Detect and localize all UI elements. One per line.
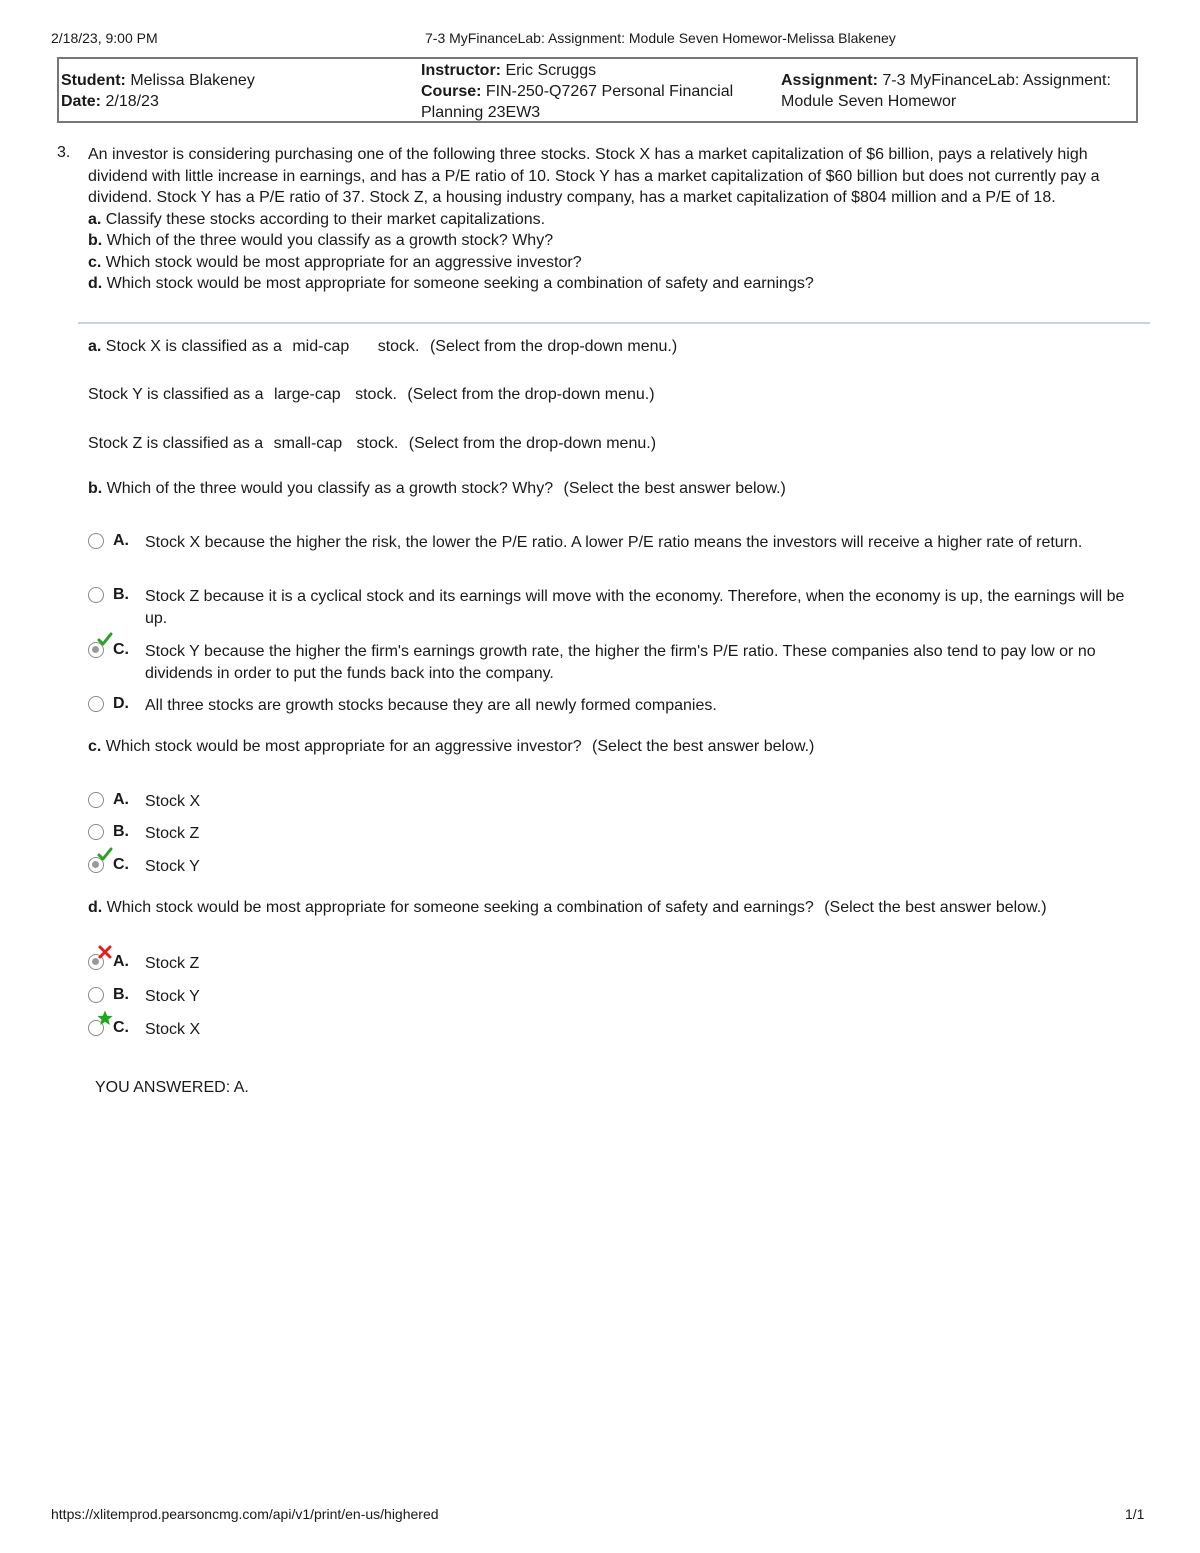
instructor-info: [421, 60, 773, 123]
option-text: Stock Z: [145, 825, 200, 842]
option-text: Stock X because the higher the risk, the lower the P/E ratio. A lower P/E ratio means the investors will receive a higher rate of return.: [145, 534, 1083, 551]
option-letter: C.: [113, 1019, 129, 1036]
assignment-info-box: [57, 57, 1138, 123]
part-letter: a.: [88, 210, 102, 228]
prompt-text: Which stock would be most appropriate for an aggressive investor?: [105, 738, 582, 755]
question-text: [88, 144, 1138, 295]
footer-url: https://xlitemprod.pearsoncmg.com/api/v1/print/en-us/highered: [51, 1506, 439, 1522]
part-text: Which stock would be most appropriate for an aggressive investor?: [105, 253, 582, 271]
course-label: Course:: [421, 83, 482, 100]
part-text: Classify these stocks according to their market capitalizations.: [105, 210, 546, 228]
instructor-label: Instructor:: [421, 62, 501, 79]
part-text: Which stock would be most appropriate for someone seeking a combination of safety and earnings?: [106, 275, 814, 292]
instructor-name: Eric Scruggs: [505, 62, 597, 79]
option-letter: A.: [113, 791, 129, 808]
option-text: Stock X: [145, 793, 201, 810]
part-c-prompt: [88, 738, 814, 756]
stock-z-cap-dropdown[interactable]: small-cap: [273, 435, 343, 452]
hint-text: (Select the best answer below.): [563, 480, 786, 497]
answer-text: Stock Z is classified as a: [88, 435, 264, 452]
option-letter: B.: [113, 586, 129, 603]
option-text: Stock Y because the higher the firm's earnings growth rate, the higher the firm's P/E ratio. These companies also tend to pay low or no dividends in order to put the funds back into the company.: [145, 643, 1096, 682]
question-part-a: [88, 209, 1138, 231]
part-letter: d.: [88, 275, 103, 292]
correct-answer-star-icon: [97, 1010, 113, 1026]
hint-text: (Select from the drop-down menu.): [429, 338, 678, 355]
radio-button[interactable]: [88, 987, 104, 1003]
part-letter: d.: [88, 899, 103, 916]
radio-button[interactable]: [88, 792, 104, 808]
part-text: Which of the three would you classify as a growth stock? Why?: [106, 232, 554, 249]
part-letter: c.: [88, 738, 102, 755]
prompt-text: Which of the three would you classify as a growth stock? Why?: [106, 480, 554, 497]
answer-suffix: stock.: [355, 386, 397, 403]
part-letter: b.: [88, 232, 103, 249]
print-title: 7-3 MyFinanceLab: Assignment: Module Seven Homewor-Melissa Blakeney: [425, 30, 896, 46]
question-part-d: [88, 273, 1138, 295]
option-letter: B.: [113, 986, 129, 1003]
stock-y-cap-dropdown[interactable]: large-cap: [273, 386, 341, 403]
date-value: 2/18/23: [105, 93, 159, 110]
divider: [78, 322, 1150, 324]
you-answered-text: YOU ANSWERED: A.: [95, 1079, 249, 1096]
assignment-info: [781, 70, 1141, 112]
answer-a-stock-z: [88, 435, 656, 453]
option-text: Stock X: [145, 1021, 201, 1038]
option-letter: D.: [113, 695, 129, 712]
hint-text: (Select from the drop-down menu.): [408, 435, 657, 452]
student-info: [61, 70, 255, 112]
page-number: 1/1: [1125, 1506, 1145, 1522]
option-text: Stock Z: [145, 955, 200, 972]
radio-button[interactable]: [88, 696, 104, 712]
date-label: Date:: [61, 93, 102, 110]
option-text: Stock Z because it is a cyclical stock and its earnings will move with the economy. Therefore, when the economy is up, the earnings will be up.: [145, 588, 1125, 627]
answer-a-stock-x: [88, 338, 677, 356]
option-letter: C.: [113, 856, 129, 873]
option-letter: C.: [113, 641, 129, 658]
radio-button[interactable]: [88, 824, 104, 840]
hint-text: (Select the best answer below.): [592, 738, 815, 755]
answer-suffix: stock.: [356, 435, 399, 452]
option-letter: A.: [113, 953, 129, 970]
option-text: Stock Y: [145, 988, 200, 1005]
option-letter: B.: [113, 823, 129, 840]
radio-button[interactable]: [88, 587, 104, 603]
question-part-b: [88, 230, 1138, 252]
answer-text: Stock Y is classified as a: [88, 386, 264, 403]
question-part-c: [88, 252, 1138, 274]
part-letter: a.: [88, 338, 102, 355]
student-label: Student:: [61, 72, 126, 89]
question-number: 3.: [57, 144, 71, 161]
print-date: 2/18/23, 9:00 PM: [51, 30, 158, 46]
answer-a-stock-y: [88, 386, 655, 404]
assignment-name: 7-3 MyFinanceLab: Assignment: Module Seven Homewor: [781, 72, 1111, 110]
part-letter: c.: [88, 253, 102, 271]
question-stem: An investor is considering purchasing one of the following three stocks. Stock X has a market capitalization of $6 billion, pays a relatively high dividend with little increase in earnings, and has a P/E ratio of 10. Stock Y has a market capitalization of $60 billion but does not currently pay a dividend. Stock Y has a P/E ratio of 37. Stock Z, a housing industry company, has a market capitalization of $804 million and a P/E of 18.: [88, 146, 1100, 206]
hint-text: (Select the best answer below.): [824, 899, 1047, 916]
assignment-label: Assignment:: [781, 72, 878, 89]
course-name: FIN-250-Q7267 Personal Financial Planning 23EW3: [421, 83, 734, 121]
hint-text: (Select from the drop-down menu.): [407, 386, 655, 403]
part-b-prompt: [88, 480, 786, 498]
correct-check-icon: [97, 632, 113, 648]
answer-suffix: stock.: [377, 338, 420, 355]
stock-x-cap-dropdown[interactable]: mid-cap: [292, 338, 350, 355]
part-letter: b.: [88, 480, 103, 497]
prompt-text: Which stock would be most appropriate for someone seeking a combination of safety and earnings?: [106, 899, 814, 916]
part-d-prompt: [88, 899, 1047, 917]
answer-text: Stock X is classified as a: [105, 338, 282, 355]
radio-button[interactable]: [88, 533, 104, 549]
option-letter: A.: [113, 532, 129, 549]
option-text: All three stocks are growth stocks because they are all newly formed companies.: [145, 697, 717, 714]
correct-check-icon: [97, 847, 113, 863]
student-name: Melissa Blakeney: [130, 72, 255, 89]
option-text: Stock Y: [145, 858, 200, 875]
incorrect-x-icon: [97, 944, 113, 960]
